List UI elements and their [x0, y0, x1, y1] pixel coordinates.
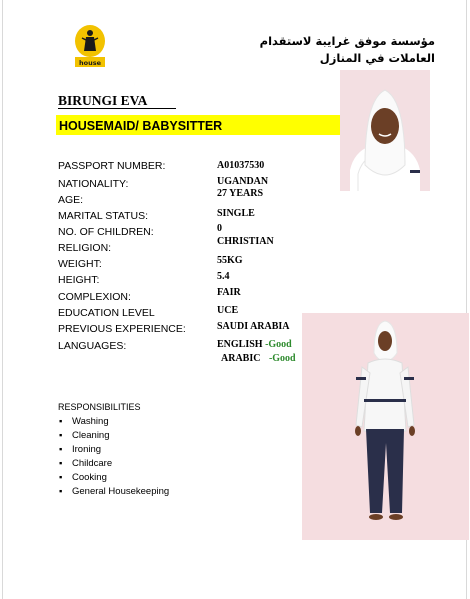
value-education-level: UCE [217, 305, 239, 316]
page-border-left [2, 0, 3, 599]
value-weight: 55KG [217, 255, 243, 266]
label-height: HEIGHT: [58, 274, 100, 286]
portrait-photo [340, 70, 430, 191]
value-passport-number: A01037530 [217, 160, 265, 171]
value-complexion: FAIR [217, 287, 241, 298]
candidate-name: BIRUNGI EVA [58, 93, 148, 108]
language-english: ENGLISH [217, 339, 263, 350]
label-education-level: EDUCATION LEVEL [58, 307, 155, 319]
language-english-level: -Good [265, 339, 292, 350]
bullet-icon: ▪ [59, 430, 63, 441]
bullet-icon: ▪ [59, 486, 63, 497]
bullet-icon: ▪ [59, 458, 63, 469]
agency-arabic-title: مؤسسة موفق غرايبة لاستقدام العاملات في المنازل [259, 34, 435, 65]
responsibilities-heading: RESPONSIBILITIES [58, 402, 141, 412]
language-english-row [217, 339, 292, 350]
list-item: ▪ Cooking [59, 472, 107, 483]
bullet-icon: ▪ [59, 472, 63, 483]
candidate-position: HOUSEMAID/ BABYSITTER [59, 119, 223, 133]
responsibilities-list [58, 415, 169, 499]
label-languages: LANGUAGES: [58, 340, 127, 352]
value-age: 27 YEARS [217, 188, 264, 199]
value-previous-experience: SAUDI ARABIA [217, 321, 290, 332]
name-underline [58, 108, 176, 109]
list-item: ▪ Ironing [59, 444, 102, 455]
language-arabic: ARABIC [221, 353, 261, 364]
full-body-photo [302, 313, 469, 540]
label-children: NO. OF CHILDREN: [58, 226, 154, 238]
value-nationality: UGANDAN [217, 176, 269, 187]
bullet-icon: ▪ [59, 416, 63, 427]
label-complexion: COMPLEXION: [58, 291, 131, 303]
value-height: 5.4 [217, 271, 230, 282]
value-children: 0 [217, 223, 222, 234]
list-item: ▪ Childcare [59, 458, 113, 469]
label-nationality: NATIONALITY: [58, 178, 129, 190]
svg-text:house: house [79, 59, 101, 67]
label-marital-status: MARITAL STATUS: [58, 210, 149, 222]
list-item: ▪ General Housekeeping [59, 486, 170, 497]
label-religion: RELIGION: [58, 242, 112, 254]
label-age: AGE: [58, 194, 84, 206]
language-arabic-row [221, 353, 296, 364]
list-item: ▪ Washing [59, 416, 109, 427]
label-weight: WEIGHT: [58, 258, 102, 270]
label-previous-experience: PREVIOUS EXPERIENCE: [58, 323, 186, 335]
value-marital-status: SINGLE [217, 208, 255, 219]
bullet-icon: ▪ [59, 444, 63, 455]
value-religion: CHRISTIAN [217, 236, 274, 247]
list-item: ▪ Cleaning [59, 430, 110, 441]
agency-logo [73, 24, 107, 70]
label-passport-number: PASSPORT NUMBER: [58, 160, 166, 172]
language-arabic-level: -Good [268, 353, 296, 364]
